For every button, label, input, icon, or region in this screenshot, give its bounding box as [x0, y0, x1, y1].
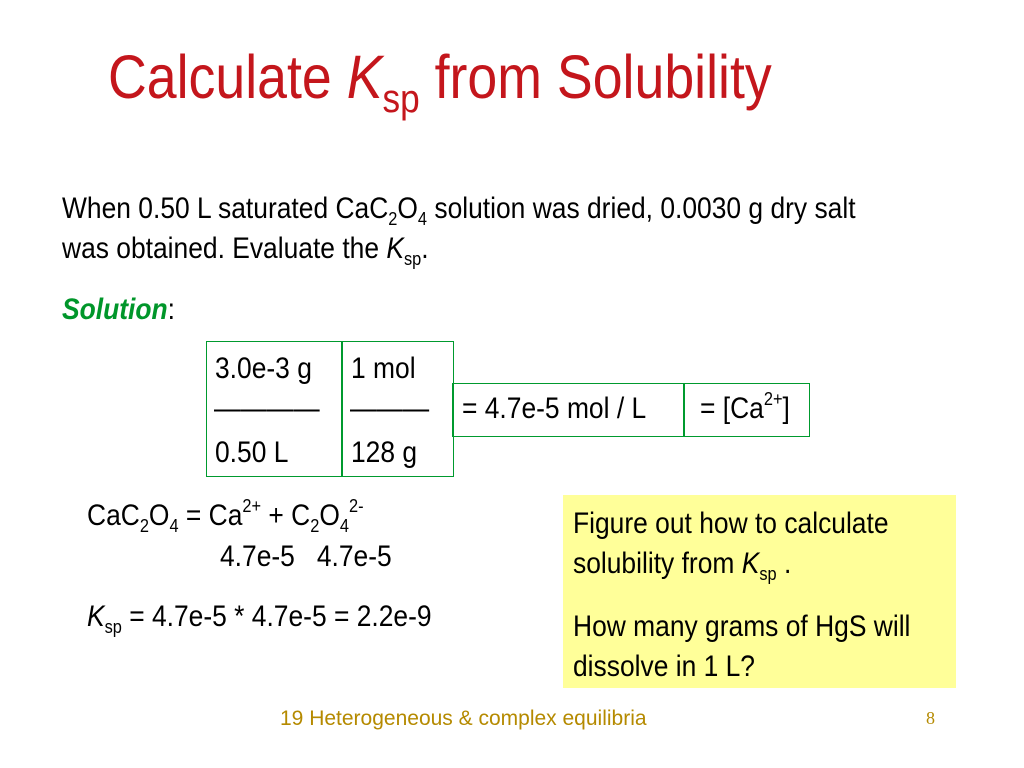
- molar-mass-value: 128 g: [351, 436, 418, 469]
- note-line-3: How many grams of HgS will: [573, 610, 911, 643]
- page-number: 8: [926, 708, 935, 728]
- problem-line-2: was obtained. Evaluate the $K_{sp}$.: [62, 232, 429, 269]
- exercise-note: [563, 495, 956, 688]
- solution-heading: Solution:: [62, 293, 175, 326]
- mass-value: 3.0e-3 g: [215, 352, 312, 385]
- note-line-1: Figure out how to calculate: [573, 507, 889, 540]
- dissociation-equation: $CaC_2O_4 = Ca^{2+} + C_2O_4^{2-}$: [87, 495, 364, 536]
- volume-value: 0.50 L: [215, 436, 289, 469]
- note-line-4: dissolve in 1 L?: [573, 650, 755, 683]
- result-value: = 4.7e-5 mol / L: [462, 392, 647, 425]
- mol-value: 1 mol: [351, 352, 416, 385]
- problem-line-1: When 0.50 L saturated $CaC_2O_4$ solution was dried, 0.0030 g dry salt: [62, 192, 856, 229]
- fraction-bar-1: ————: [214, 392, 320, 425]
- ksp-result: $K_{sp} = 4.7e-5 * 4.7e-5 = 2.2e-9$: [87, 600, 432, 637]
- slide-footer: 19 Heterogeneous & complex equilibria: [280, 707, 647, 730]
- calcium-concentration: = $[Ca^{2+}]$: [700, 388, 790, 425]
- note-line-2: solubility from $K_{sp}$ .: [573, 547, 792, 584]
- ion-concentrations: 4.7e-5 4.7e-5: [220, 540, 392, 573]
- slide-title: Calculate $K_{sp}$ from Solubility: [108, 43, 772, 121]
- fraction-bar-2: ———: [350, 392, 430, 425]
